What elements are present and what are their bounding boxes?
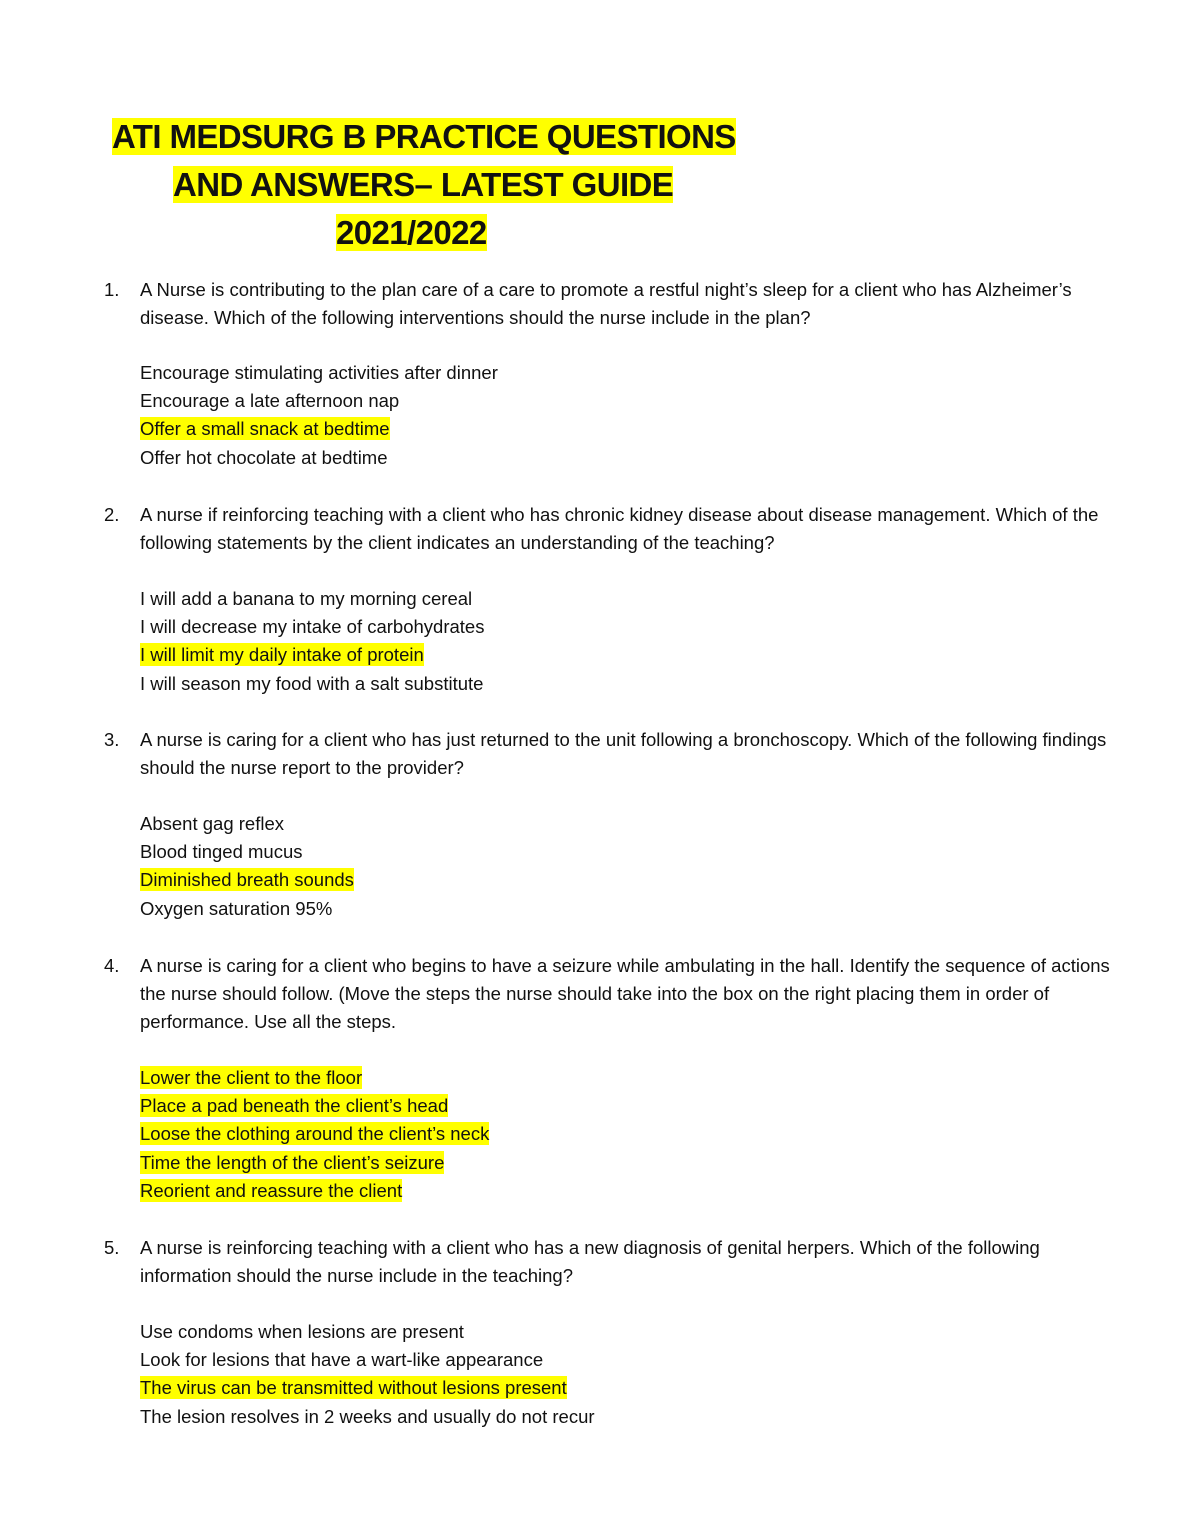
answer-option: Absent gag reflex [140, 813, 284, 834]
question-number: 3. [104, 729, 120, 750]
answer-option-correct: I will limit my daily intake of protein [140, 644, 424, 666]
answer-option: I will season my food with a salt substitute [140, 672, 484, 694]
answer-option-correct: The virus can be transmitted without lesions present [140, 1377, 567, 1399]
question-text: A nurse is caring for a client who begins to have a seizure while ambulating in the hall. Identify the sequence of actions the nurse should follow. (Move the steps the nurse should take into the box on the right placing them in order of performance. Use all the steps. [140, 955, 1110, 1032]
answer-option: Use condoms when lesions are present [140, 1321, 464, 1342]
answer-option-correct: Loose the clothing around the client’s neck [140, 1123, 490, 1145]
answer-list [140, 1318, 1040, 1431]
answer-option: Encourage stimulating activities after dinner [140, 362, 498, 383]
title-line-2-text: AND ANSWERS– LATEST GUIDE [173, 166, 674, 203]
answer-option-correct: Offer a small snack at bedtime [140, 418, 390, 440]
answer-option: I will add a banana to my morning cereal [140, 588, 473, 609]
question-number: 4. [104, 955, 120, 976]
title-line-2 [173, 162, 673, 208]
answer-option: Oxygen saturation 95% [140, 897, 333, 919]
question-text: A nurse if reinforcing teaching with a client who has chronic kidney disease about disease management. Which of the following statements by the client indicates an understanding of the teaching? [140, 504, 1099, 553]
answer-option: Blood tinged mucus [140, 841, 303, 863]
answer-option-correct: Place a pad beneath the client’s head [140, 1095, 449, 1117]
answer-list [140, 359, 1040, 472]
answer-list [140, 585, 1040, 698]
answer-list [140, 810, 1040, 923]
answer-option: I will decrease my intake of carbohydrates [140, 616, 485, 638]
title-line-3-text: 2021/2022 [336, 214, 487, 251]
answer-option-correct: Time the length of the client’s seizure [140, 1151, 445, 1173]
answer-option-correct: Diminished breath sounds [140, 869, 354, 891]
question-text: A nurse is caring for a client who has just returned to the unit following a bronchoscopy. Which of the following findings should the nurse report to the provider? [140, 729, 1107, 778]
answer-option: Look for lesions that have a wart-like appearance [140, 1349, 544, 1371]
question-number: 5. [104, 1237, 120, 1258]
answer-option: Encourage a late afternoon nap [140, 390, 400, 412]
answer-option-correct: Lower the client to the floor [140, 1067, 363, 1088]
title-line-1-text: ATI MEDSURG B PRACTICE QUESTIONS [112, 118, 736, 155]
title-line-1 [112, 114, 736, 160]
title-line-3 [336, 210, 487, 256]
question-number: 2. [104, 504, 120, 525]
answer-list [140, 1064, 1040, 1205]
question-text: A Nurse is contributing to the plan care of a care to promote a restful night’s sleep for a client who has Alzheimer’s disease. Which of the following interventions should the nurse include in the plan? [140, 279, 1072, 328]
question-number: 1. [104, 279, 120, 300]
answer-option: The lesion resolves in 2 weeks and usually do not recur [140, 1405, 595, 1427]
answer-option: Offer hot chocolate at bedtime [140, 446, 388, 468]
answer-option-correct: Reorient and reassure the client [140, 1179, 403, 1201]
question-text: A nurse is reinforcing teaching with a client who has a new diagnosis of genital herpers. Which of the following information should the nurse include in the teaching? [140, 1237, 1040, 1286]
